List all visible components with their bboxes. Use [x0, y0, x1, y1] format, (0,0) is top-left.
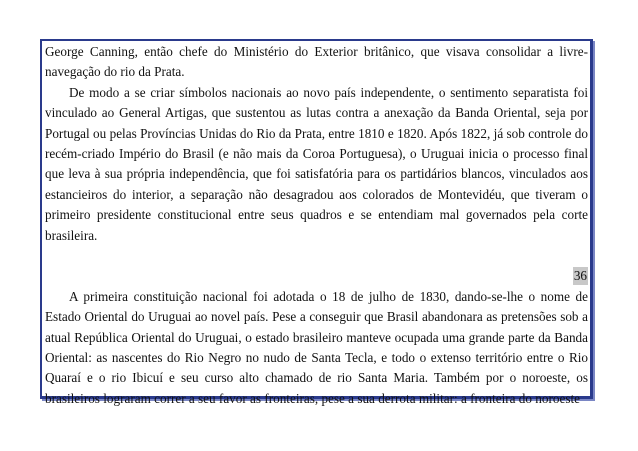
- paragraph-constitution: A primeira constituição nacional foi adotada o 18 de julho de 1830, dando-se-lhe o nome de Estado Oriental do Uruguai ao novel país. Pese a conseguir que Brasil abandonara as pretensões sob a atual República Oriental do Uruguai, o estado brasileiro manteve ocupada uma grande parte da Banda Oriental: as nascentes do Rio Negro no nudo de Santa Tecla, e todo o extenso território entre o Rio Quaraí e o rio Ibicuí e seu curso alto chamado de rio Santa Maria. Também por o noroeste, os brasileiros lograram correr a seu favor as fronteiras, pese a sua derrota militar: a fronteira do noroeste: [45, 288, 588, 406]
- page-number: 36: [573, 268, 587, 284]
- document-body: [45, 42, 588, 409]
- document-frame: [40, 39, 593, 406]
- paragraph-canning: George Canning, então chefe do Ministério do Exterior britânico, que visava consolidar a livre-navegação do rio da Prata.: [45, 44, 588, 80]
- page-number-row: [45, 266, 588, 286]
- paragraph-spacer: [45, 246, 588, 266]
- paragraph-artigas: De modo a se criar símbolos nacionais ao novo país independente, o sentimento separatista foi vinculado ao General Artigas, que sustentou as lutas contra a anexação da Banda Oriental, seja por Portugal ou pelas Províncias Unidas do Rio da Prata, entre 1810 e 1820. Após 1822, já sob controle do recém-criado Império do Brasil (e não mais da Coroa Portuguesa), o Uruguai inicia o processo final que leva à sua própria independência, que foi satisfatória para os partidários blancos, vinculados aos estancieiros do interior, a separação não desagradou aos colorados de Montevidéu, que tiveram o primeiro presidente constitucional entre seus quadros e se entendiam mal governados pela corte brasileira.: [45, 84, 588, 243]
